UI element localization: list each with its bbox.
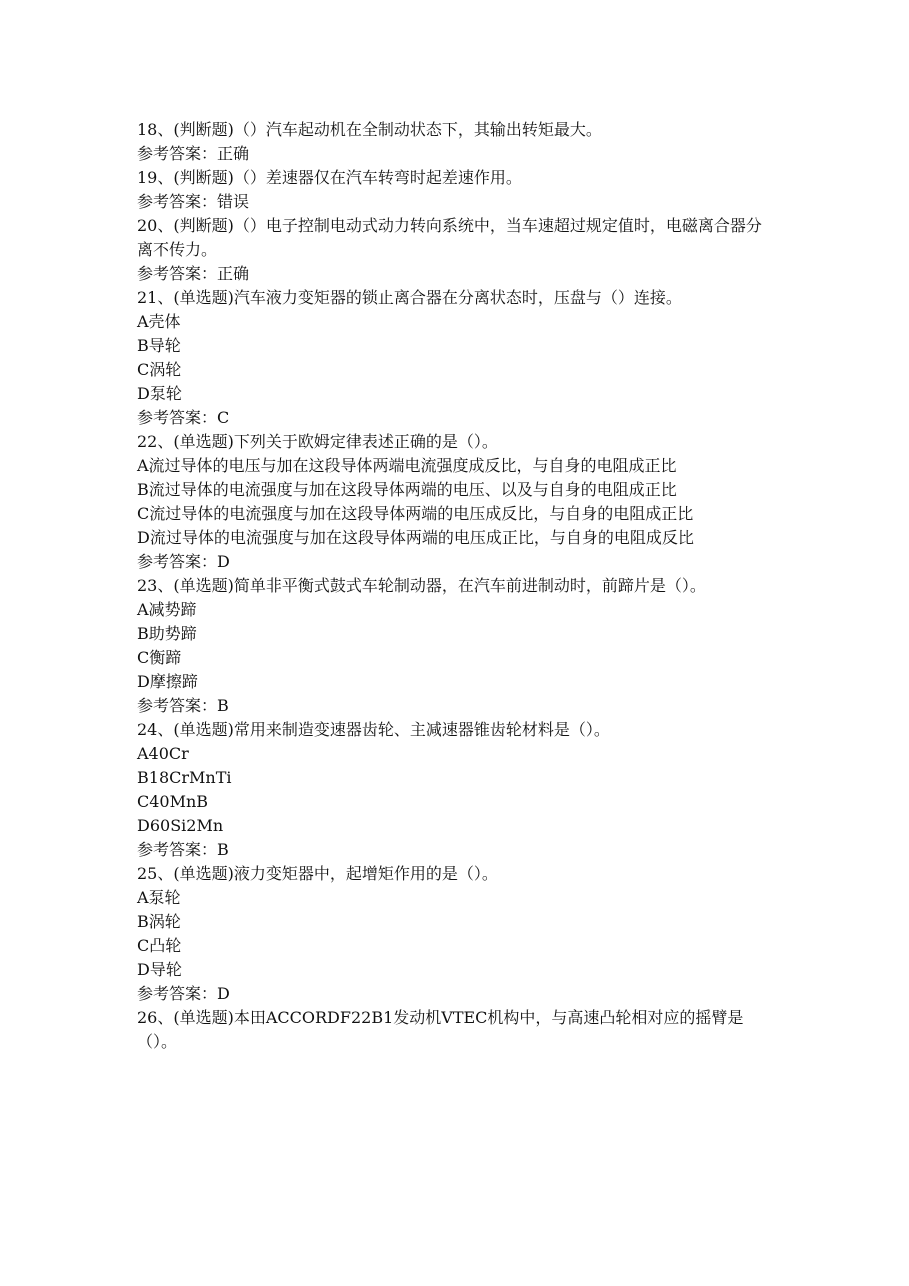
answer-25: 参考答案：D [137, 984, 230, 1003]
question-21: 21、(单选题)汽车液力变矩器的锁止离合器在分离状态时，压盘与（）连接。 [137, 288, 682, 307]
answer-21: 参考答案：C [137, 408, 230, 427]
option-25-b: B涡轮 [137, 912, 181, 931]
answer-19: 参考答案：错误 [137, 192, 250, 211]
option-23-c: C衡蹄 [137, 648, 182, 667]
option-23-a: A减势蹄 [137, 600, 197, 619]
answer-24: 参考答案：B [137, 840, 229, 859]
question-22: 22、(单选题)下列关于欧姆定律表述正确的是（）。 [137, 432, 498, 451]
option-24-a: A40Cr [137, 744, 189, 763]
option-21-b: B导轮 [137, 336, 181, 355]
question-18: 18、(判断题)（）汽车起动机在全制动状态下，其输出转矩最大。 [137, 120, 602, 139]
option-22-c: C流过导体的电流强度与加在这段导体两端的电压成反比，与自身的电阻成正比 [137, 504, 694, 523]
exam-text-body [137, 118, 777, 1054]
question-24: 24、(单选题)常用来制造变速器齿轮、主减速器锥齿轮材料是（）。 [137, 720, 610, 739]
option-21-a: A壳体 [137, 312, 181, 331]
option-22-d: D流过导体的电流强度与加在这段导体两端的电压成正比，与自身的电阻成反比 [137, 528, 694, 547]
option-22-a: A流过导体的电压与加在这段导体两端电流强度成反比，与自身的电阻成正比 [137, 456, 677, 475]
option-25-a: A泵轮 [137, 888, 181, 907]
answer-18: 参考答案：正确 [137, 144, 250, 163]
option-22-b: B流过导体的电流强度与加在这段导体两端的电压、以及与自身的电阻成正比 [137, 480, 677, 499]
option-21-c: C涡轮 [137, 360, 182, 379]
question-23: 23、(单选题)简单非平衡式鼓式车轮制动器，在汽车前进制动时，前蹄片是（）。 [137, 576, 706, 595]
option-24-d: D60Si2Mn [137, 816, 224, 835]
option-23-b: B助势蹄 [137, 624, 197, 643]
option-25-c: C凸轮 [137, 936, 182, 955]
option-24-c: C40MnB [137, 792, 209, 811]
option-21-d: D泵轮 [137, 384, 182, 403]
answer-23: 参考答案：B [137, 696, 229, 715]
option-23-d: D摩擦蹄 [137, 672, 198, 691]
option-24-b: B18CrMnTi [137, 768, 232, 787]
question-19: 19、(判断题)（）差速器仅在汽车转弯时起差速作用。 [137, 168, 522, 187]
option-25-d: D导轮 [137, 960, 182, 979]
answer-22: 参考答案：D [137, 552, 230, 571]
question-25: 25、(单选题)液力变矩器中，起增矩作用的是（）。 [137, 864, 498, 883]
answer-20: 参考答案：正确 [137, 264, 250, 283]
question-20: 20、(判断题)（）电子控制电动式动力转向系统中，当车速超过规定值时，电磁离合器分离不传力。 [137, 216, 762, 259]
question-26: 26、(单选题)本田ACCORDF22B1发动机VTEC机构中，与高速凸轮相对应的摇臂是（）。 [137, 1008, 744, 1051]
